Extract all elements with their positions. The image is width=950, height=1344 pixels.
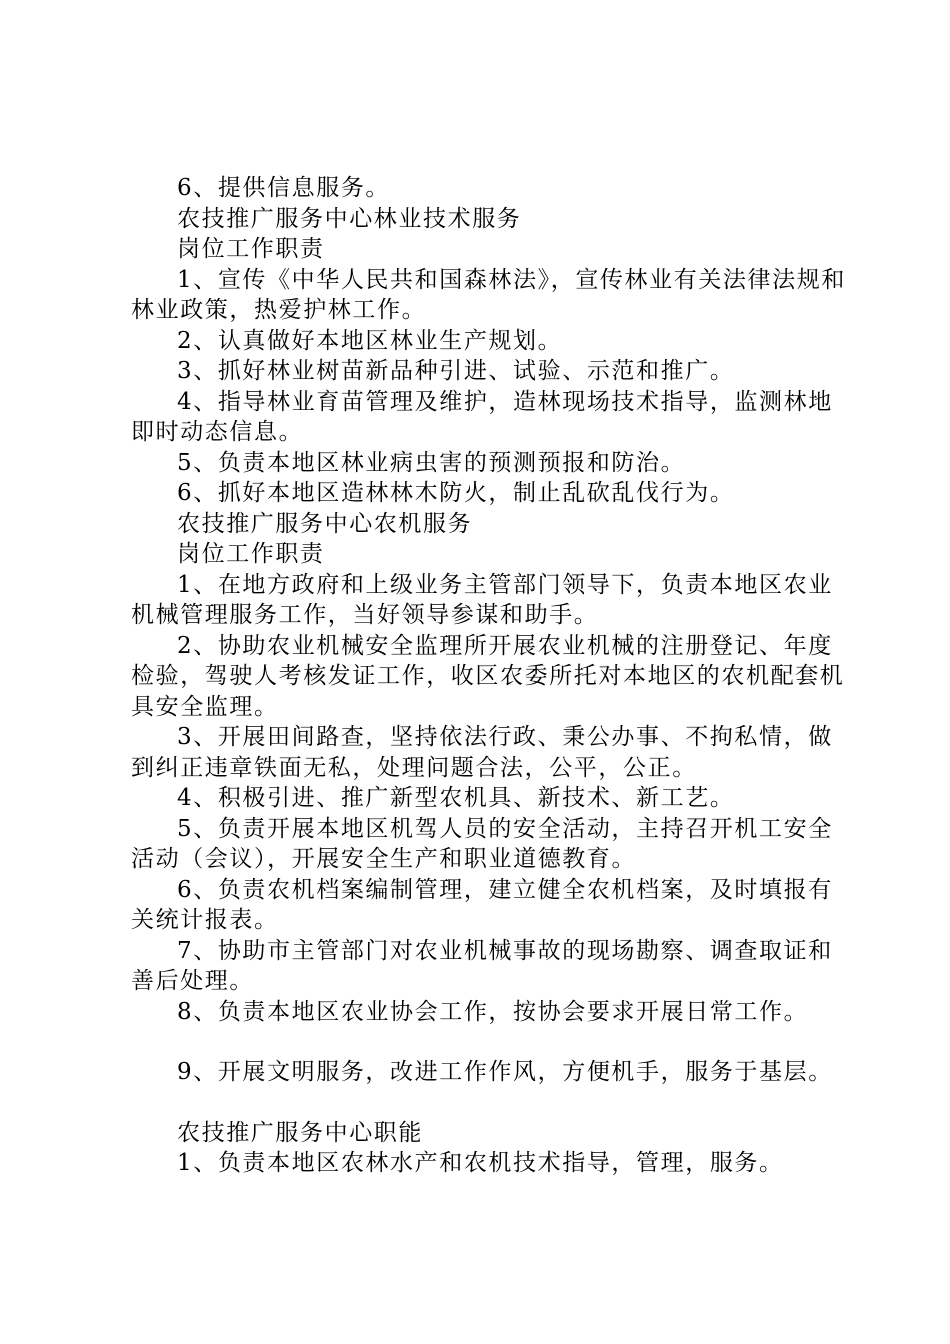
paragraph-spacer-2 — [131, 1088, 851, 1118]
paragraph-forestry-2: 2、认真做好本地区林业生产规划。 — [177, 327, 563, 354]
paragraph-forestry-3: 3、抓好林业树苗新品种引进、试验、示范和推广。 — [177, 358, 735, 384]
paragraph-forestry-4: 4、指导林业育苗管理及维护，造林现场技术指导，监测林地即时动态信息。 — [131, 388, 833, 445]
section-heading-agri-machinery-service: 农技推广服务中心农机服务 — [177, 510, 473, 537]
paragraph-machinery-3: 3、开展田间路查，坚持依法行政、秉公办事、不拘私情，做到纠正违章铁面无私，处理问题合法，公平，公正。 — [131, 724, 833, 781]
paragraph-machinery-8: 8、负责本地区农业协会工作，按协会要求开展日常工作。 — [177, 998, 809, 1025]
paragraph-machinery-7: 7、协助市主管部门对农业机械事故的现场勘察、调查取证和善后处理。 — [131, 937, 833, 994]
paragraph-item-6-info-service: 6、提供信息服务。 — [177, 175, 391, 201]
paragraph-machinery-9: 9、开展文明服务，改进工作作风，方便机手，服务于基层。 — [177, 1059, 833, 1085]
document-body — [131, 173, 851, 1179]
paragraph-machinery-4: 4、积极引进、推广新型农机具、新技术、新工艺。 — [177, 785, 735, 811]
section-heading-forestry-service: 农技推广服务中心林业技术服务 — [177, 205, 522, 232]
paragraph-machinery-5: 5、负责开展本地区机驾人员的安全活动，主持召开机工安全活动（会议），开展安全生产和职业道德教育。 — [131, 815, 833, 872]
paragraph-machinery-1: 1、在地方政府和上级业务主管部门领导下，负责本地区农业机械管理服务工作，当好领导参谋和助手。 — [131, 571, 833, 628]
paragraph-machinery-2: 2、协助农业机械安全监理所开展农业机械的注册登记、年度检验，驾驶人考核发证工作，收区农委所托对本地区的农机配套机具安全监理。 — [131, 632, 845, 720]
section-subheading-duties: 岗位工作职责 — [177, 236, 325, 262]
paragraph-functions-1: 1、负责本地区农林水产和农机技术指导，管理，服务。 — [177, 1150, 784, 1176]
paragraph-machinery-6: 6、负责农机档案编制管理，建立健全农机档案，及时填报有关统计报表。 — [131, 876, 833, 933]
paragraph-spacer — [131, 1027, 851, 1057]
paragraph-forestry-6: 6、抓好本地区造林林木防火，制止乱砍乱伐行为。 — [177, 480, 735, 506]
section-subheading-duties-2: 岗位工作职责 — [177, 541, 325, 567]
section-heading-center-functions: 农技推广服务中心职能 — [177, 1119, 423, 1146]
paragraph-forestry-5: 5、负责本地区林业病虫害的预测预报和防治。 — [177, 449, 686, 476]
paragraph-forestry-1: 1、宣传《中华人民共和国森林法》，宣传林业有关法律法规和林业政策，热爱护林工作。 — [131, 266, 846, 323]
